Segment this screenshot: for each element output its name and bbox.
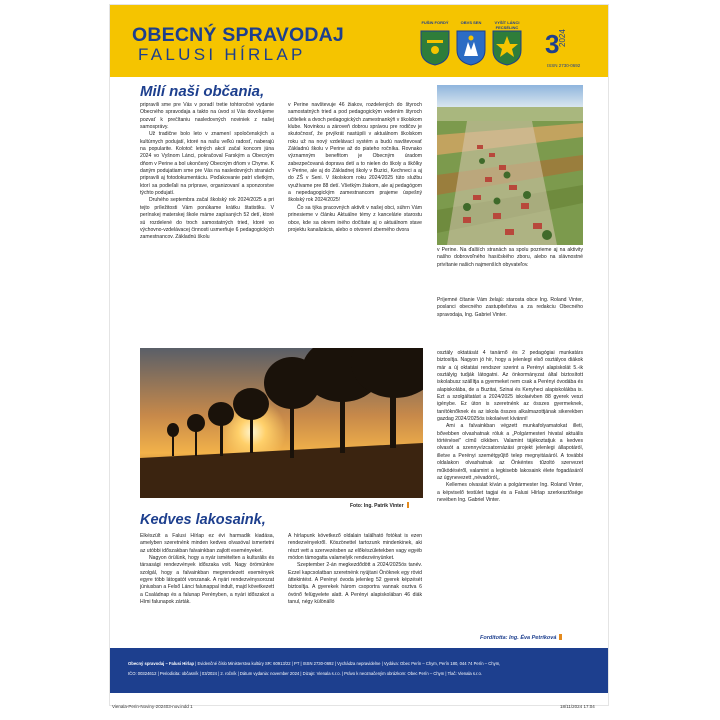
issue-year: 2024 [558, 29, 567, 47]
sunset-trees-photo [140, 348, 423, 498]
paragraph: Príjemné čítanie Vám želajú: starosta obce Ing. Roland Vinter, poslanci obecného zastupiteľstva a za redakciu Obecného spravodaja, Ing. Gabriel Vinter. [437, 297, 583, 318]
article-column-3a [437, 247, 583, 287]
article-column-1 [140, 102, 274, 347]
paragraph: A hírlapunk következő oldalain található fotókat is ezen rendezvényekről. Köszönettel tartozunk mindenkinek, aki részt vett a szervezésben az előkészületekben vagy egyéb módon támogatta valamelyik rendezvényünket. [288, 533, 422, 562]
paragraph: Čo sa týka pracovných aktivít v našej obci, súhrn Vám prinesieme v článku Aktuálne témy z kancelárie starostu obce, kde sa okrem iného dočítate aj o aktuálnom stave projektu kanalizácia, alebo o otvorení zberného dvora [288, 204, 422, 233]
coat-of-arms-icon [456, 30, 486, 66]
aerial-village-photo [437, 85, 583, 245]
paragraph: osztály oktatását 4 tanárnő és 2 pedagógiai munkatárs biztosítja. Nagyon jó hír, hogy a jelenlegi első osztályos diákok már a új oktatási rendszer szerint a Perényi alapiskolát 5.-ik osztályig tudják látogatni. Az önkormányzat által biztosított iskolabusz szállítja a gyermeket nem csak a Perényi óvodába és alapiskolába, de a Buzitai, Szinai és Kenyheci alapiskolákba is. Ezt a szolgáltatást a 2024/2025 iskolaévben 88 gyerek veszi igénybe. Ez úton is szeretnénk az összes gyermeknek, tanítóknőknek és az iskola összes alkalmazottjának sikerekben gazdag 2024/2025ös iskolaévet kívánni! [437, 350, 583, 423]
print-slug-date: 18/11/2024 17:04 [560, 704, 595, 709]
paragraph: v Perine navštevuje 46 žiakov, rozdelených do štyroch samostatných tried a pod pedagogickým vedením štyroch učiteliek a dvoch pedagogických zamestnankýň v školskom klube. Novinkou a zároveň dobrou správou pre rodičov je skutočnosť, že prvýkrát nastúpili v aktuálnom školskom roku už na nový vzdelávací systém a budú navštevovať Základnú školu v Perine až do piateho ročníka. Rovnako významným benefitom je Obecným úradom zabezpečovaná doprava detí a to nielen do školy a škôlky v Perine, ale aj do Základnej školy v Buzici, Kechneci a aj do ZŠ v Seni. V školskom roku 2024/2025 túto službu využívame pre 88 detí. Všetkým žiakom, ale aj pedagógom a nepedagogickým zamestnancom prajeme úspešný školský rok 2024/2025! [288, 102, 422, 204]
issn-label: ISSN 2730-0692 [547, 63, 581, 68]
newspaper-page [110, 5, 608, 705]
translator-credit [480, 634, 562, 641]
photo-caption [350, 502, 409, 509]
article-hu-column-1 [140, 533, 274, 645]
article-heading-sk: Milí naši občania, [140, 83, 265, 100]
coat-of-arms-icon [492, 30, 522, 66]
caption-accent [407, 502, 410, 508]
credit-accent [559, 634, 562, 640]
paragraph: Nagyon örülünk, hogy a nyár ismételten a kulturális és társasági rendezvények időszaka volt. Nagy örömünkre szolgál, hogy a falvainkban megrendezett események egyre több látogatót vonzanak. A nyári rendezvénysorozat júniusban a Felső Lánci falunappal indult, majd következett a Családnap és a falunap Perényben, a nyári időszakot a Hími falunapok zárták. [140, 555, 274, 606]
print-slug-file: Vienala-Perin-Noviny-202403-nov.indd 1 [112, 704, 193, 709]
credit-text: Fordította: Ing. Éva Petríková [480, 635, 557, 641]
imprint-text [128, 659, 590, 678]
coat-of-arms-icon [420, 30, 450, 66]
paragraph: v Perine. Na ďalších stranách sa spolu pozrieme aj na aktivity našho dobrovoľného hasičského zboru, alebo na slávnostné privítanie našich najmenších obyvateľov. [437, 247, 583, 268]
caption-text: Foto: Ing. Patrik Vinter [350, 503, 404, 509]
imprint-line-1: | Evidenčné číslo Ministerstva kultúry SR: 60913/22 | PT | ISSN 2730-0692 | Vychádza nepravidelne | Vydáva: Obec Perín – Chym, Perín 180, 044 74 Perín – Chym, [194, 661, 501, 666]
masthead-title: OBECNÝ SPRAVODAJ [132, 24, 344, 46]
paragraph: Už tradične bolo leto v znamení spoločenských a kultúrnych podujatí, ktoré na našu veľkú radosť, naberajú na popularite. Kolotoč letných akcií začal koncom júna 2024 vo Vyšnom Lánci, pokračoval Farským a Obecným dňom v Perine a bol ukončený Obecným dňom v Chyme. K daným podujatiam sme pre Vás na nasledovných stranách pripravili aj fotodokumentáciu. Poďakovanie patrí všetkým, ktorí sa podieľali na príprave, organizovaní a sponzorstve týchto podujatí. [140, 131, 274, 197]
paragraph: Szeptember 2-án megkezdődött a 2024/2025ös tanév. Ezzel kapcsolatban szeretnénk nyújtani Önöknek egy rövid áttekintést. A Perényi óvoda jelenleg 52 gyerek képzését biztosítja. A gyerekek három csoportra vannak osztva 6 óvónő felügyelete alatt. A Perényi alapiskolában 46 diák tanul, négy különálló [288, 562, 422, 606]
crest-label: VYŠÍT LÁNCI FECSÉLINC [494, 20, 520, 30]
article-hu-column-3 [437, 350, 583, 632]
paragraph: Ami a falvainkban végzett munkafolyamatokat illeti, bővebben olvashatnak róluk a „Polgármesteri hivatal aktuális történései" című cikkben. Valamint tájékoztatjuk a kedves olvasót a szennyvízcsatornázási projekt jelenlegi állapotáról, illetve a Perényi szemétgyűjtő telep megnyitásáról. A további oldalakon olvashatnak az Önkéntes tűzoltó szervezet működéséről, valamint a legkisebb lakosaink élete fogadásáról az úgynevezett „névadóról„. [437, 423, 583, 481]
paragraph: Druhého septembra začal školský rok 2024/2025 a pri tejto príležitosti Vám ponúkame krátku štatistiku. V perínskej materskej škole máme zapísaných 52 detí, ktoré sú rozdelené do troch samostatných tried, ktoré vo výchovno-vzdelávacej činnosti usmerňuje 6 pedagogických zamestnancov. Základnú školu [140, 197, 274, 241]
paragraph: Kellemes olvasást kíván a polgármester Ing. Roland Vinter, a képviselő testület tagjai és a Falusi Hírlap szerkesztősége nevében Ing. Gabriel Vinter. [437, 482, 583, 503]
article-hu-column-2 [288, 533, 422, 645]
masthead-subtitle: FALUSI HÍRLAP [138, 45, 306, 64]
article-heading-hu: Kedves lakosaink, [140, 512, 266, 528]
village-crest-lanci [486, 20, 528, 66]
paragraph: Elkészült a Falusi Hírlap ez évi harmadik kiadása, amelyben szeretnénk minden kedves olvasóval ismertetni az utóbbi időszakban falvainkban zajlott eseményeket. [140, 533, 274, 554]
imprint-line-2: IČO: 00324612 | Periodicita: občasník | 03/2024 | 2. ročník | Dátum vydania: november 2024 | Dizajn: Vienala s.r.o. | Právo k neoznačeným obrázkom: Obec Perín – Chym | Tlač: Vienala s.r.o. [128, 670, 482, 676]
crest-label: OBVS SEN [460, 20, 482, 25]
imprint-footer [110, 648, 608, 693]
article-column-2 [288, 102, 422, 347]
issue-number: 3 [545, 29, 560, 59]
masthead [110, 5, 608, 77]
article-column-3b [437, 297, 583, 337]
imprint-title: Obecný spravodaj – Falusi Hírlap [128, 661, 195, 666]
paragraph: pripravili sme pre Vás v poradí tretie tohtoročné vydanie Obecného spravodaja a takto na úvod si Vás dovoľujeme pozvať k prečítaniu nasledovných noviniek z našej samosprávy. [140, 102, 274, 131]
crest-label: FUŠIN FORDÝ [421, 20, 449, 25]
